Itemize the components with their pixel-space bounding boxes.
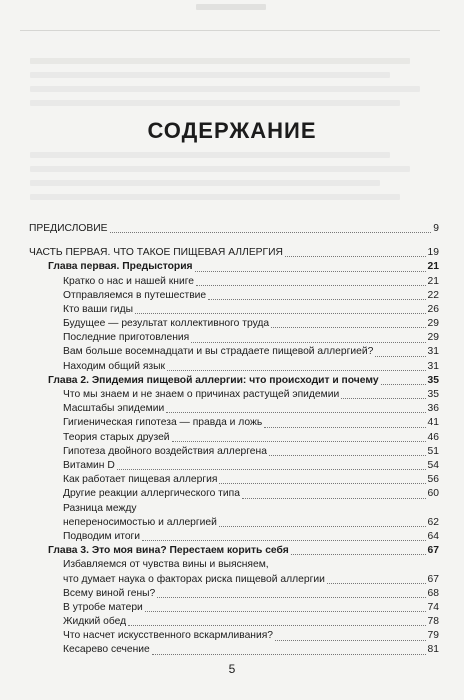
toc-entry[interactable] xyxy=(29,601,439,615)
leader-dots xyxy=(285,256,426,257)
toc-entry-title: Вам больше восемнадцати и вы страдаете пищевой аллергией? xyxy=(63,346,374,358)
leader-dots xyxy=(172,441,426,442)
toc-entry-title: Что насчет искусственного вскармливания? xyxy=(63,630,274,642)
toc-entry-chapter-1[interactable] xyxy=(29,260,439,274)
toc-entry-page: 78 xyxy=(427,616,439,628)
toc-entry-page: 64 xyxy=(427,530,439,542)
toc-entry-page: 22 xyxy=(427,289,439,301)
leader-dots xyxy=(110,232,432,233)
toc-entry-page: 21 xyxy=(427,275,439,287)
toc-entry-title: Глава первая. Предыстория xyxy=(48,261,193,273)
toc-entry[interactable] xyxy=(29,431,439,445)
leader-dots xyxy=(271,327,425,328)
toc-entry[interactable] xyxy=(29,275,439,289)
toc-entry-title: Избавляемся от чувства вины и выясняем, что думает наука о факторах риска пищевой аллергии xyxy=(63,559,325,585)
toc-entry-title: Разница между непереносимостью и аллергией xyxy=(63,502,217,528)
leader-dots xyxy=(242,498,426,499)
leader-dots xyxy=(195,271,426,272)
toc-entry-title: Подводим итоги xyxy=(63,530,141,542)
toc-entry[interactable] xyxy=(29,445,439,459)
toc-entry-part-one[interactable] xyxy=(29,246,439,260)
toc-entry-title: Кесарево сечение xyxy=(63,644,150,656)
toc-entry[interactable] xyxy=(29,317,439,331)
toc-entry[interactable] xyxy=(29,629,439,643)
toc-entry-title: Будущее — результат коллективного труда xyxy=(63,318,270,330)
leader-dots xyxy=(142,540,425,541)
toc-entry-title: Отправляемся в путешествие xyxy=(63,289,207,301)
toc-entry-page: 79 xyxy=(427,630,439,642)
toc-entry-title: Гипотеза двойного воздействия аллергена xyxy=(63,445,267,457)
leader-dots xyxy=(375,356,425,357)
leader-dots xyxy=(145,611,426,612)
toc-entry-page: 81 xyxy=(427,644,439,656)
show-through-background xyxy=(0,0,464,205)
toc-entry-page: 35 xyxy=(427,374,439,386)
toc-entry-multiline[interactable] xyxy=(29,558,439,586)
toc-entry-page: 29 xyxy=(427,332,439,344)
toc-entry-title: Кратко о нас и нашей книге xyxy=(63,275,194,287)
toc-entry-page: 54 xyxy=(427,459,439,471)
toc-entry-page: 51 xyxy=(427,445,439,457)
toc-entry-page: 60 xyxy=(427,488,439,500)
toc-entry-page: 74 xyxy=(427,601,439,613)
toc-entry-page: 62 xyxy=(427,516,439,528)
leader-dots xyxy=(152,654,426,655)
toc-entry-title: Находим общий язык xyxy=(63,360,166,372)
toc-entry-page: 56 xyxy=(427,474,439,486)
leader-dots xyxy=(275,640,425,641)
toc-entry-page: 29 xyxy=(427,318,439,330)
toc-entry[interactable] xyxy=(29,416,439,430)
toc-entry[interactable] xyxy=(29,289,439,303)
toc-entry[interactable] xyxy=(29,346,439,360)
toc-entry-page: 26 xyxy=(427,303,439,315)
toc-entry-page: 67 xyxy=(427,573,439,585)
toc-entry-title: Всему виной гены? xyxy=(63,587,156,599)
toc-entry-page: 31 xyxy=(427,360,439,372)
leader-dots xyxy=(381,384,426,385)
table-of-contents xyxy=(29,222,439,658)
toc-entry-title: Гигиеническая гипотеза — правда и ложь xyxy=(63,417,263,429)
toc-entry-title: Жидкий обед xyxy=(63,616,127,628)
page-title: СОДЕРЖАНИЕ xyxy=(147,118,317,143)
toc-entry[interactable] xyxy=(29,360,439,374)
leader-dots xyxy=(264,427,425,428)
toc-entry-page: 67 xyxy=(427,545,439,557)
leader-dots xyxy=(219,526,426,527)
leader-dots xyxy=(291,554,426,555)
toc-entry-page: 68 xyxy=(427,587,439,599)
leader-dots xyxy=(269,455,426,456)
toc-entry-title: Глава 3. Это моя вина? Перестаем корить себя xyxy=(48,545,289,557)
toc-entry[interactable] xyxy=(29,473,439,487)
leader-dots xyxy=(341,398,425,399)
leader-dots xyxy=(157,597,425,598)
toc-entry[interactable] xyxy=(29,331,439,345)
toc-entry-title: Как работает пищевая аллергия xyxy=(63,474,218,486)
toc-entry-page: 31 xyxy=(427,346,439,358)
toc-entry-title: Последние приготовления xyxy=(63,332,190,344)
toc-entry-title: Другие реакции аллергического типа xyxy=(63,488,240,500)
toc-entry[interactable] xyxy=(29,402,439,416)
toc-entry-title: ПРЕДИСЛОВИЕ xyxy=(29,222,108,234)
toc-entry[interactable] xyxy=(29,303,439,317)
toc-entry-title: Теория старых друзей xyxy=(63,431,170,443)
toc-entry-page: 9 xyxy=(433,222,439,234)
toc-entry-page: 36 xyxy=(427,403,439,415)
toc-entry-title: В утробе матери xyxy=(63,601,143,613)
toc-entry-page: 41 xyxy=(427,417,439,429)
leader-dots xyxy=(167,370,425,371)
toc-entry-page: 35 xyxy=(427,389,439,401)
toc-entry[interactable] xyxy=(29,644,439,658)
leader-dots xyxy=(191,342,425,343)
leader-dots xyxy=(327,583,426,584)
toc-entry-page: 21 xyxy=(427,261,439,273)
toc-entry-title: Масштабы эпидемии xyxy=(63,403,165,415)
leader-dots xyxy=(219,483,425,484)
toc-entry-preface[interactable] xyxy=(29,222,439,236)
leader-dots xyxy=(135,313,425,314)
toc-entry-title: Что мы знаем и не знаем о причинах растущей эпидемии xyxy=(63,389,340,401)
toc-entry[interactable] xyxy=(29,487,439,501)
toc-entry-title: Глава 2. Эпидемия пищевой аллергии: что происходит и почему xyxy=(48,374,379,386)
page-number: 5 xyxy=(228,662,236,676)
leader-dots xyxy=(196,285,426,286)
toc-entry-multiline[interactable] xyxy=(29,502,439,530)
leader-dots xyxy=(208,299,425,300)
toc-entry-chapter-3[interactable] xyxy=(29,544,439,558)
toc-entry-title: Витамин D xyxy=(63,459,115,471)
toc-entry-chapter-2[interactable] xyxy=(29,374,439,388)
leader-dots xyxy=(117,469,426,470)
toc-entry[interactable] xyxy=(29,459,439,473)
leader-dots xyxy=(166,412,425,413)
toc-entry[interactable] xyxy=(29,615,439,629)
leader-dots xyxy=(128,625,425,626)
toc-entry-page: 46 xyxy=(427,431,439,443)
toc-entry-page: 19 xyxy=(427,247,439,259)
toc-entry[interactable] xyxy=(29,530,439,544)
toc-entry[interactable] xyxy=(29,587,439,601)
toc-entry[interactable] xyxy=(29,388,439,402)
toc-entry-title: ЧАСТЬ ПЕРВАЯ. ЧТО ТАКОЕ ПИЩЕВАЯ АЛЛЕРГИЯ xyxy=(29,247,283,259)
toc-entry-title: Кто ваши гиды xyxy=(63,303,134,315)
